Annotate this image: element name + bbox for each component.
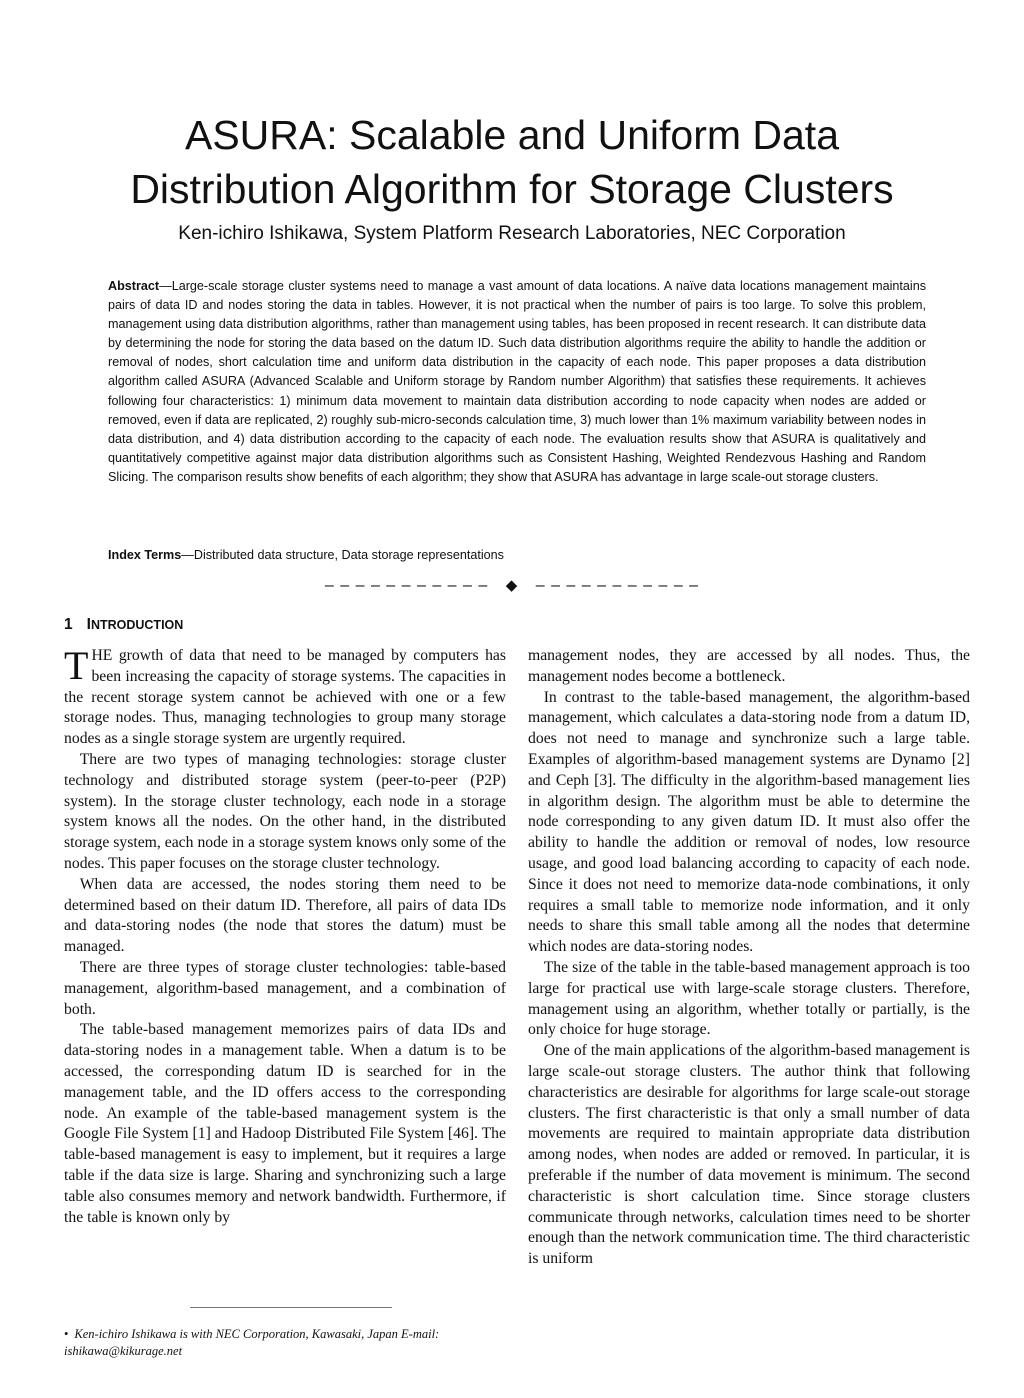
paragraph: management nodes, they are accessed by all nodes. Thus, the management nodes become a bottleneck.: [528, 647, 970, 685]
separator-dashes-left: – – – – – – – – – – –: [324, 577, 489, 594]
section-number: 1: [64, 616, 73, 633]
index-terms-text: —Distributed data structure, Data storage representations: [181, 548, 504, 562]
section-heading-introduction: [64, 616, 183, 634]
separator-dashes-right: – – – – – – – – – – –: [535, 577, 700, 594]
separator-diamond-icon: ◆: [505, 577, 519, 594]
abstract-text: —Large-scale storage cluster systems need to manage a vast amount of data locations. A naïve data locations management maintains pairs of data ID and nodes storing the data in tables. However, it is not practical when the number of pairs is too large. To solve this problem, management using data distribution algorithms, rather than management using tables, has been proposed in recent research. It can distribute data by determining the node for storing the data based on the datum ID. Such data distribution algorithms require the ability to handle the addition or removal of nodes, short calculation time and uniform data distribution in the capacity of each node. This paper proposes a data distribution algorithm called ASURA (Advanced Scalable and Uniform storage by Random number Algorithm) that satisfies these requirements. It achieves following four characteristics: 1) minimum data movement to maintain data distribution according to node capacity when nodes are added or removed, even if data are replicated, 2) roughly sub-micro-seconds calculation time, 3) much lower than 1% maximum variability between nodes in data distribution, and 4) data distribution according to the capacity of each node. The evaluation results show that ASURA is qualitatively and quantitatively competitive against major data distribution algorithms such as Consistent Hashing, Weighted Rendezvous Hashing and Random Slicing. The comparison results show benefits of each algorithm; they show that ASURA has advantage in large scale-out storage clusters.: [108, 279, 926, 484]
paragraph: The table-based management memorizes pairs of data IDs and data-storing nodes in a management table. When a datum is to be accessed, the corresponding datum ID is searched for in the management table, and the ID offers access to the corresponding node. An example of the table-based management system is the Google File System [1] and Hadoop Distributed File System [46]. The table-based management is easy to implement, but it requires a large table if the data size is large. Sharing and synchronizing such a large table also consumes memory and network bandwidth. Furthermore, if the table is known only by: [64, 1021, 506, 1226]
right-column: [528, 646, 970, 1270]
index-terms: [108, 546, 926, 565]
paragraph: The size of the table in the table-based management approach is too large for practical use with large-scale storage clusters. Therefore, management using an algorithm, whether totally or partially, is the only choice for huge storage.: [528, 958, 970, 1039]
paragraph: There are two types of managing technologies: storage cluster technology and distributed storage system (peer-to-peer (P2P) system). In the storage cluster technology, each node in a storage system knows all the nodes. On the other hand, in the distributed storage system, each node in a storage system knows only some of the nodes. This paper focuses on the storage cluster technology.: [64, 750, 506, 872]
section-separator: [0, 576, 1024, 595]
abstract-label: Abstract: [108, 279, 160, 293]
paragraph-text: HE growth of data that need to be managed by computers has been increasing the capacity of storage systems. The capacities in the recent storage system cannot be achieved with one or a few storage nodes. Thus, managing technologies to group many storage nodes as a single storage system are urgently required.: [64, 647, 506, 748]
abstract: [108, 277, 926, 487]
footnote-bullet: •: [64, 1327, 69, 1341]
drop-cap: T: [64, 643, 89, 688]
author-line: Ken-ichiro Ishikawa, System Platform Research Laboratories, NEC Corporation: [178, 223, 846, 244]
paragraph: [64, 643, 506, 750]
left-column: [64, 643, 506, 1228]
footnote-text: Ken-ichiro Ishikawa is with NEC Corporation, Kawasaki, Japan E-mail: ishikawa@kikurage.net: [64, 1327, 440, 1358]
section-title-initial: I: [86, 616, 91, 633]
title-line-1: ASURA: Scalable and Uniform Data: [184, 112, 840, 158]
index-terms-label: Index Terms: [108, 548, 182, 562]
section-title-rest: NTRODUCTION: [90, 618, 184, 632]
footnote: [64, 1326, 510, 1359]
paragraph: When data are accessed, the nodes storing them need to be determined based on their datum ID. Therefore, all pairs of data IDs and data-storing nodes (the node that stores the datum) must be managed.: [64, 875, 506, 956]
paragraph: There are three types of storage cluster technologies: table-based management, algorithm-based management, and a combination of both.: [64, 958, 506, 1018]
paragraph: In contrast to the table-based management, the algorithm-based management, which calculates a data-storing node from a datum ID, does not need to manage and synchronize such a large table. Examples of algorithm-based management systems are Dynamo [2] and Ceph [3]. The difficulty in the algorithm-based management lies in algorithm design. The algorithm must be able to determine the node corresponding to any given datum ID. It must also offer the ability to handle the addition or removal of nodes, low resource usage, and good load balancing according to capacity of each node. Since it does not need to memorize data-node combinations, it only requires a small table to memorize node information, and it only needs to share this small table among all the nodes that determine which nodes are data-storing nodes.: [528, 688, 970, 956]
paragraph: One of the main applications of the algorithm-based management is large scale-out storage clusters. The author think that following characteristics are desirable for algorithms for large scale-out storage clusters. The first characteristic is that only a small number of data movements are required to maintain appropriate data distribution among nodes, when nodes are added or removed. In particular, it is preferable if the number of data movement is minimum. The second characteristic is short calculation time. Since storage clusters communicate through networks, calculation times need to be shorter enough than the network communication time. The third characteristic is uniform: [528, 1042, 970, 1268]
footnote-rule: [190, 1307, 392, 1308]
paper-title: [60, 108, 964, 216]
title-line-2: Distribution Algorithm for Storage Clusters: [130, 166, 894, 212]
